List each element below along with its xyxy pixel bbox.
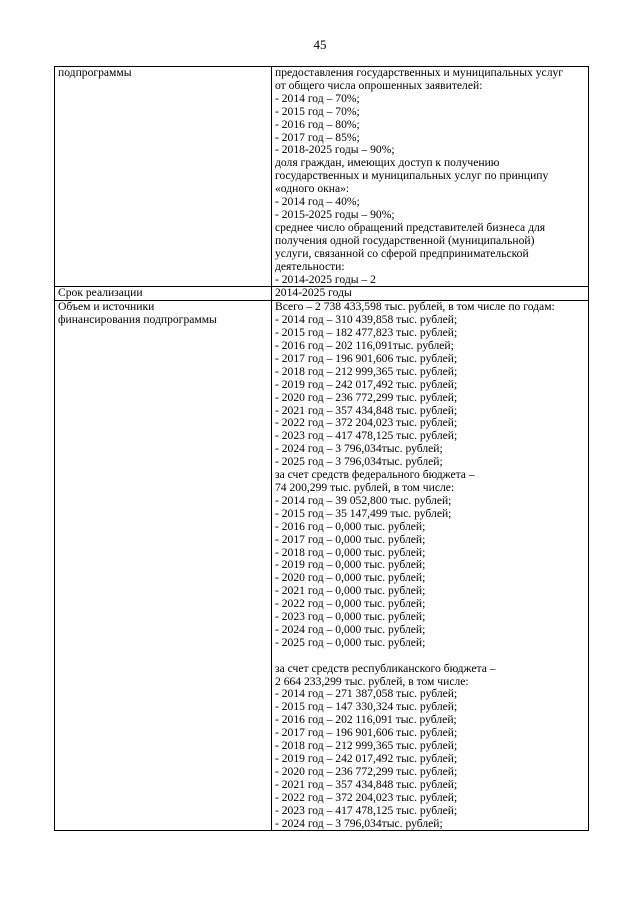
table-row	[55, 67, 589, 287]
value-line: - 2019 год – 242 017,492 тыс. рублей;	[275, 752, 458, 766]
value-line: - 2018 год – 212 999,365 тыс. рублей;	[275, 364, 458, 378]
value-line: - 2018 год – 212 999,365 тыс. рублей;	[275, 739, 458, 753]
row-label-cell	[55, 67, 272, 287]
value-line: за счет средств республиканского бюджета –	[275, 661, 496, 675]
value-line: - 2020 год – 236 772,299 тыс. рублей;	[275, 764, 458, 778]
label-line: подпрограммы	[58, 66, 132, 79]
value-line: - 2024 год – 3 796,034тыс. рублей;	[275, 442, 443, 456]
value-line: - 2022 год – 372 204,023 тыс. рублей;	[275, 790, 458, 804]
value-line: 2014-2025 годы	[275, 286, 352, 300]
value-line: - 2021 год – 357 434,848 тыс. рублей;	[275, 403, 458, 417]
value-line: - 2022 год – 0,000 тыс. рублей;	[275, 597, 426, 611]
value-line: - 2015 год – 35 147,499 тыс. рублей;	[275, 506, 452, 520]
value-line: - 2016 год – 202 116,091тыс. рублей;	[275, 339, 454, 353]
value-line: государственных и муниципальных услуг по принципу	[275, 169, 549, 183]
value-line: - 2014 год – 271 387,058 тыс. рублей;	[275, 687, 458, 701]
value-line: - 2021 год – 0,000 тыс. рублей;	[275, 584, 426, 598]
row-value-cell	[272, 67, 589, 287]
value-line: - 2014 год – 310 439,858 тыс. рублей;	[275, 313, 458, 327]
value-line: - 2017 год – 196 901,606 тыс. рублей;	[275, 351, 458, 365]
value-line: - 2018-2025 годы – 90%;	[275, 143, 395, 157]
value-line: - 2014 год – 40%;	[275, 195, 360, 209]
value-line: - 2015 год – 182 477,823 тыс. рублей;	[275, 326, 458, 340]
value-line: - 2017 год – 196 901,606 тыс. рублей;	[275, 726, 458, 740]
row-value-cell	[272, 287, 589, 301]
value-line: - 2017 год – 0,000 тыс. рублей;	[275, 532, 426, 546]
value-line: - 2022 год – 372 204,023 тыс. рублей;	[275, 416, 458, 430]
value-line	[275, 650, 585, 663]
value-line: - 2014 год – 39 052,800 тыс. рублей;	[275, 493, 452, 507]
value-line: - 2024 год – 0,000 тыс. рублей;	[275, 622, 426, 636]
row-label-cell	[55, 287, 272, 301]
value-line: Всего – 2 738 433,598 тыс. рублей, в том числе по годам:	[275, 300, 555, 314]
value-line: - 2024 год – 3 796,034тыс. рублей;	[275, 816, 443, 830]
value-line: предоставления государственных и муниципальных услуг	[275, 66, 564, 79]
value-line: услуги, связанной со сферой предпринимательской	[275, 246, 529, 260]
value-line: - 2015 год – 147 330,324 тыс. рублей;	[275, 700, 458, 714]
label-line: Объем и источники	[58, 300, 155, 314]
value-line: за счет средств федерального бюджета –	[275, 468, 475, 482]
value-line: - 2020 год – 236 772,299 тыс. рублей;	[275, 390, 458, 404]
subprogram-passport-table	[54, 66, 589, 831]
value-line: - 2016 год – 80%;	[275, 117, 360, 131]
value-line: - 2017 год – 85%;	[275, 130, 360, 144]
value-line: 74 200,299 тыс. рублей, в том числе:	[275, 481, 455, 494]
table-row	[55, 287, 589, 301]
value-line: от общего числа опрошенных заявителей:	[275, 78, 483, 92]
row-value-cell	[272, 301, 589, 831]
value-line: - 2016 год – 202 116,091 тыс. рублей;	[275, 713, 457, 727]
value-line: - 2019 год – 0,000 тыс. рублей;	[275, 558, 426, 572]
value-line: - 2015 год – 70%;	[275, 104, 360, 118]
value-line: - 2015-2025 годы – 90%;	[275, 207, 395, 221]
value-line: - 2023 год – 417 478,125 тыс. рублей;	[275, 803, 458, 817]
value-line: - 2021 год – 357 434,848 тыс. рублей;	[275, 777, 458, 791]
value-line: доля граждан, имеющих доступ к получению	[275, 156, 500, 170]
row-label-cell	[55, 301, 272, 831]
value-line: «одного окна»:	[275, 182, 350, 196]
value-line: - 2020 год – 0,000 тыс. рублей;	[275, 571, 426, 585]
label-line: Срок реализации	[58, 286, 143, 300]
value-line: получения одной государственной (муниципальной)	[275, 233, 535, 247]
value-line: - 2023 год – 417 478,125 тыс. рублей;	[275, 429, 458, 443]
value-line: - 2019 год – 242 017,492 тыс. рублей;	[275, 377, 458, 391]
value-line: - 2018 год – 0,000 тыс. рублей;	[275, 545, 426, 559]
value-line: - 2016 год – 0,000 тыс. рублей;	[275, 519, 426, 533]
value-line: среднее число обращений представителей бизнеса для	[275, 220, 546, 234]
value-line: - 2025 год – 0,000 тыс. рублей;	[275, 635, 426, 649]
page-number: 45	[313, 37, 327, 52]
table-body	[55, 67, 589, 831]
value-line: 2 664 233,299 тыс. рублей, в том числе:	[275, 674, 469, 688]
label-line: финансирования подпрограммы	[58, 313, 217, 327]
table-row	[55, 301, 589, 831]
value-line: - 2014 год – 70%;	[275, 91, 360, 105]
value-line: деятельности:	[275, 259, 345, 273]
value-line: - 2014-2025 годы – 2	[275, 272, 376, 286]
value-line: - 2025 год – 3 796,034тыс. рублей;	[275, 455, 443, 469]
value-line: - 2023 год – 0,000 тыс. рублей;	[275, 610, 426, 624]
